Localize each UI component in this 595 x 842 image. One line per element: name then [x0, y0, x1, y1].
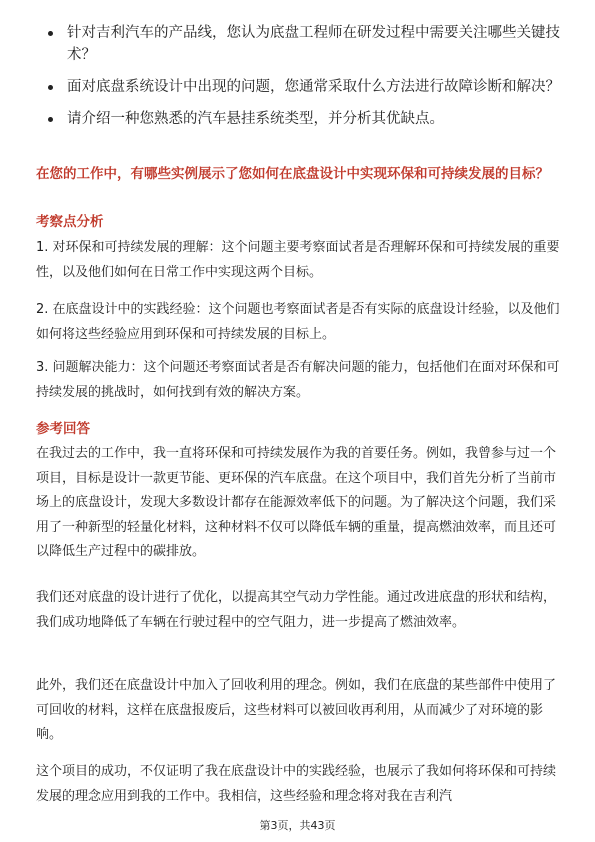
- analysis-point: 1. 对环保和可持续发展的理解：这个问题主要考察面试者是否理解环保和可持续发展的重要性，以及他们如何在日常工作中实现这两个目标。: [36, 240, 560, 280]
- analysis-point: 2. 在底盘设计中的实践经验：这个问题也考察面试者是否有实际的底盘设计经验，以及他们如何将这些经验应用到环保和可持续发展的目标上。: [36, 302, 560, 342]
- bullet-text: 针对吉利汽车的产品线，您认为底盘工程师在研发过程中需要关注哪些关键技术？: [67, 25, 560, 63]
- answer-paragraph: 在我过去的工作中，我一直将环保和可持续发展作为我的首要任务。例如，我曾参与过一个项目，目标是设计一款更节能、更环保的汽车底盘。在这个项目中，我们首先分析了当前市场上的底盘设计，发现大多数设计都存在能源效率低下的问题。为了解决这个问题，我们采用了一种新型的轻量化材料，这种材料不仅可以降低车辆的重量，提高燃油效率，而且还可以降低生产过程中的碳排放。: [36, 446, 557, 559]
- bullet-item: [48, 108, 568, 130]
- bullet-item: [48, 22, 568, 66]
- analysis-title: 考察点分析: [36, 214, 104, 230]
- answer-paragraph: 这个项目的成功，不仅证明了我在底盘设计中的实践经验，也展示了我如何将环保和可持续发展的理念应用到我的工作中。我相信，这些经验和理念将对我在吉利汽: [36, 764, 557, 804]
- answer-title: 参考回答: [36, 421, 90, 437]
- question-bullet-list: [48, 22, 568, 140]
- bullet-text: 面对底盘系统设计中出现的问题，您通常采取什么方法进行故障诊断和解决？: [67, 79, 560, 95]
- bullet-dot-icon: [48, 85, 53, 90]
- page-number: 第3页，共43页: [259, 819, 336, 832]
- bullet-item: [48, 76, 568, 98]
- answer-paragraph: 此外，我们还在底盘设计中加入了回收利用的理念。例如，我们在底盘的某些部件中使用了可回收的材料，这样在底盘报废后，这些材料可以被回收再利用，从而减少了对环境的影响。: [36, 678, 557, 742]
- bullet-dot-icon: [48, 31, 53, 36]
- bullet-dot-icon: [48, 117, 53, 122]
- answer-paragraph: 我们还对底盘的设计进行了优化，以提高其空气动力学性能。通过改进底盘的形状和结构，我们成功地降低了车辆在行驶过程中的空气阻力，进一步提高了燃油效率。: [36, 590, 557, 630]
- analysis-point: 3. 问题解决能力：这个问题还考察面试者是否有解决问题的能力，包括他们在面对环保和可持续发展的挑战时，如何找到有效的解决方案。: [36, 360, 560, 400]
- bullet-text: 请介绍一种您熟悉的汽车悬挂系统类型，并分析其优缺点。: [67, 111, 444, 127]
- question-heading: 在您的工作中，有哪些实例展示了您如何在底盘设计中实现环保和可持续发展的目标？: [36, 166, 549, 182]
